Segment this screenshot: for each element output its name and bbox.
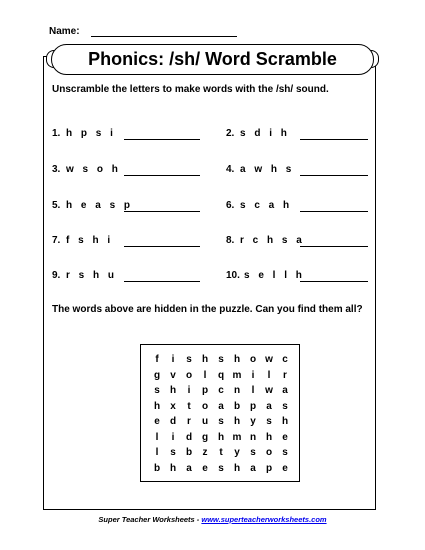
puzzle-letter: s: [170, 447, 176, 458]
scrambled-letters: h p s i: [66, 128, 116, 139]
item-number: 3.: [52, 164, 61, 175]
puzzle-letter: p: [201, 385, 209, 396]
puzzle-row: [149, 462, 293, 476]
puzzle-letter: h: [233, 354, 241, 365]
puzzle-letter: i: [171, 431, 175, 443]
puzzle-letter: h: [265, 431, 273, 443]
item-number: 5.: [52, 200, 61, 211]
puzzle-letter: f: [155, 354, 159, 365]
item-number: 9.: [52, 270, 61, 281]
puzzle-letter: s: [266, 416, 272, 427]
puzzle-letter: h: [217, 431, 225, 443]
item-number: 7.: [52, 235, 61, 246]
puzzle-letter: g: [153, 369, 161, 381]
puzzle-letter: u: [201, 416, 209, 427]
puzzle-letter: h: [233, 462, 241, 474]
puzzle-letter: i: [251, 369, 255, 381]
item-number: 2.: [226, 128, 235, 139]
puzzle-letter: c: [282, 354, 288, 365]
name-line: [91, 36, 237, 37]
puzzle-letter: i: [187, 385, 191, 396]
puzzle-letter: a: [250, 462, 256, 474]
puzzle-letter: s: [154, 385, 160, 396]
puzzle-letter: m: [232, 431, 242, 443]
scrambled-letters: a w h s: [240, 164, 295, 175]
title-banner: [51, 44, 374, 75]
puzzle-letter: l: [203, 369, 207, 381]
puzzle-letter: y: [250, 416, 256, 427]
scrambled-letters: w s o h: [66, 164, 121, 175]
puzzle-letter: o: [201, 400, 209, 412]
scrambled-letters: h e a s p: [66, 200, 134, 211]
item-number: 1.: [52, 128, 61, 139]
puzzle-row: [149, 446, 293, 460]
puzzle-letter: p: [249, 400, 257, 412]
puzzle-letter: s: [282, 400, 288, 412]
puzzle-letter: h: [169, 462, 177, 474]
puzzle-letter: w: [265, 385, 273, 396]
puzzle-letter: t: [187, 400, 191, 412]
item-number: 10.: [226, 270, 240, 281]
footer-separator: -: [194, 515, 202, 524]
answer-blank[interactable]: [300, 281, 368, 282]
puzzle-letter: r: [187, 416, 191, 427]
puzzle-row: [149, 369, 293, 383]
puzzle-letter: s: [282, 447, 288, 458]
puzzle-letter: y: [234, 447, 240, 458]
footer-brand: Super Teacher Worksheets: [98, 515, 195, 524]
footer: [0, 515, 425, 524]
puzzle-letter: d: [185, 431, 193, 443]
puzzle-letter: l: [267, 369, 271, 381]
scrambled-letters: r s h u: [66, 270, 118, 281]
puzzle-letter: r: [283, 369, 287, 381]
puzzle-letter: s: [186, 354, 192, 365]
scrambled-letters: s c a h: [240, 200, 293, 211]
answer-blank[interactable]: [124, 139, 200, 140]
puzzle-letter: x: [170, 400, 176, 412]
puzzle-letter: d: [169, 416, 177, 427]
puzzle-letter: s: [218, 354, 224, 365]
puzzle-letter: t: [219, 447, 223, 458]
answer-blank[interactable]: [124, 175, 200, 176]
puzzle-row: [149, 431, 293, 445]
puzzle-letter: g: [201, 431, 209, 443]
puzzle-letter: s: [250, 447, 256, 458]
puzzle-letter: l: [155, 431, 159, 443]
puzzle-letter: o: [249, 354, 257, 365]
puzzle-letter: v: [170, 369, 176, 381]
item-number: 4.: [226, 164, 235, 175]
scrambled-letters: f s h i: [66, 235, 114, 246]
puzzle-letter: m: [232, 369, 242, 381]
answer-blank[interactable]: [124, 281, 200, 282]
puzzle-letter: n: [249, 431, 257, 443]
puzzle-letter: o: [265, 447, 273, 458]
puzzle-letter: z: [202, 447, 208, 458]
puzzle-letter: w: [265, 354, 273, 365]
puzzle-letter: s: [218, 462, 224, 474]
puzzle-letter: b: [233, 400, 241, 412]
answer-blank[interactable]: [124, 211, 200, 212]
puzzle-instructions: The words above are hidden in the puzzle. Can you find them all?: [52, 304, 363, 315]
puzzle-letter: h: [153, 400, 161, 412]
puzzle-letter: e: [202, 462, 208, 474]
puzzle-letter: n: [233, 385, 241, 396]
word-search-grid: [140, 344, 300, 482]
page-title: Phonics: /sh/ Word Scramble: [88, 49, 337, 69]
puzzle-row: [149, 353, 293, 367]
puzzle-row: [149, 415, 293, 429]
footer-link[interactable]: www.superteacherworksheets.com: [201, 515, 327, 524]
answer-blank[interactable]: [300, 175, 368, 176]
puzzle-row: [149, 384, 293, 398]
puzzle-letter: b: [153, 462, 161, 474]
answer-blank[interactable]: [300, 246, 368, 247]
puzzle-letter: a: [282, 385, 288, 396]
puzzle-letter: h: [233, 416, 241, 427]
item-number: 8.: [226, 235, 235, 246]
answer-blank[interactable]: [124, 246, 200, 247]
puzzle-letter: a: [266, 400, 272, 412]
puzzle-letter: h: [169, 385, 177, 396]
puzzle-letter: a: [218, 400, 224, 412]
item-number: 6.: [226, 200, 235, 211]
puzzle-letter: h: [201, 354, 209, 365]
puzzle-letter: e: [154, 416, 160, 427]
puzzle-letter: o: [185, 369, 193, 381]
puzzle-letter: b: [185, 447, 193, 458]
puzzle-letter: a: [186, 462, 192, 474]
scrambled-letters: s e l l h: [244, 270, 305, 281]
puzzle-letter: c: [218, 385, 224, 396]
puzzle-letter: l: [155, 447, 159, 458]
scrambled-letters: s d i h: [240, 128, 290, 139]
puzzle-letter: i: [171, 354, 175, 365]
puzzle-letter: s: [218, 416, 224, 427]
puzzle-letter: q: [217, 369, 225, 381]
answer-blank[interactable]: [300, 139, 368, 140]
puzzle-row: [149, 400, 293, 414]
puzzle-letter: e: [282, 431, 288, 443]
puzzle-letter: p: [265, 462, 273, 474]
puzzle-letter: e: [282, 462, 288, 474]
scramble-instructions: Unscramble the letters to make words with the /sh/ sound.: [52, 84, 329, 95]
answer-blank[interactable]: [300, 211, 368, 212]
puzzle-letter: h: [281, 416, 289, 427]
puzzle-letter: l: [251, 385, 255, 396]
name-label: Name:: [49, 26, 80, 37]
scrambled-letters: r c h s a: [240, 235, 305, 246]
